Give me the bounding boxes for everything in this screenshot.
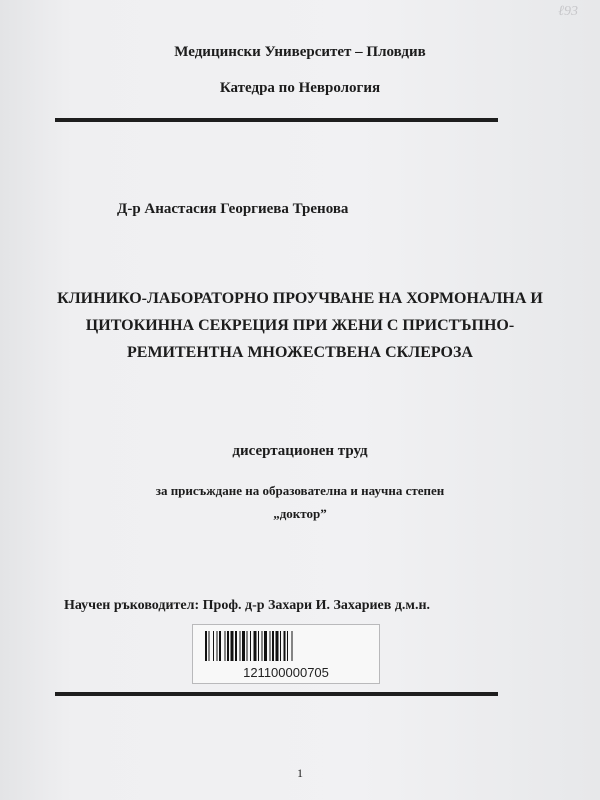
title-line-3: РЕМИТЕНТНА МНОЖЕСТВЕНА СКЛЕРОЗА (127, 344, 473, 361)
degree-description: за присъждане на образователна и научна степен (155, 483, 445, 498)
barcode-icon (203, 631, 369, 663)
university-name: Медицински Университет – Пловдив (174, 44, 426, 60)
title-line-2: ЦИТОКИННА СЕКРЕЦИЯ ПРИ ЖЕНИ С ПРИСТЪПНО- (85, 317, 515, 334)
corner-handwritten-mark: ℓ93 (558, 4, 578, 19)
author-name: Д-р Анастасия Георгиева Тренова (117, 201, 349, 217)
bottom-divider (55, 692, 498, 696)
page-number: 1 (297, 766, 303, 780)
barcode-number: 121100000705 (243, 665, 329, 680)
dissertation-title (0, 285, 600, 366)
department-name: Катедра по Неврология (219, 80, 381, 96)
work-type: дисертационен труд (232, 443, 368, 459)
supervisor-line: Научен ръководител: Проф. д-р Захари И. Захариев д.м.н. (64, 598, 431, 613)
title-line-1: КЛИНИКО-ЛАБОРАТОРНО ПРОУЧВАНЕ НА ХОРМОНАЛНА И (57, 290, 543, 307)
top-divider (55, 118, 498, 122)
library-barcode-label (192, 624, 380, 684)
degree-name: „доктор” (273, 506, 327, 521)
